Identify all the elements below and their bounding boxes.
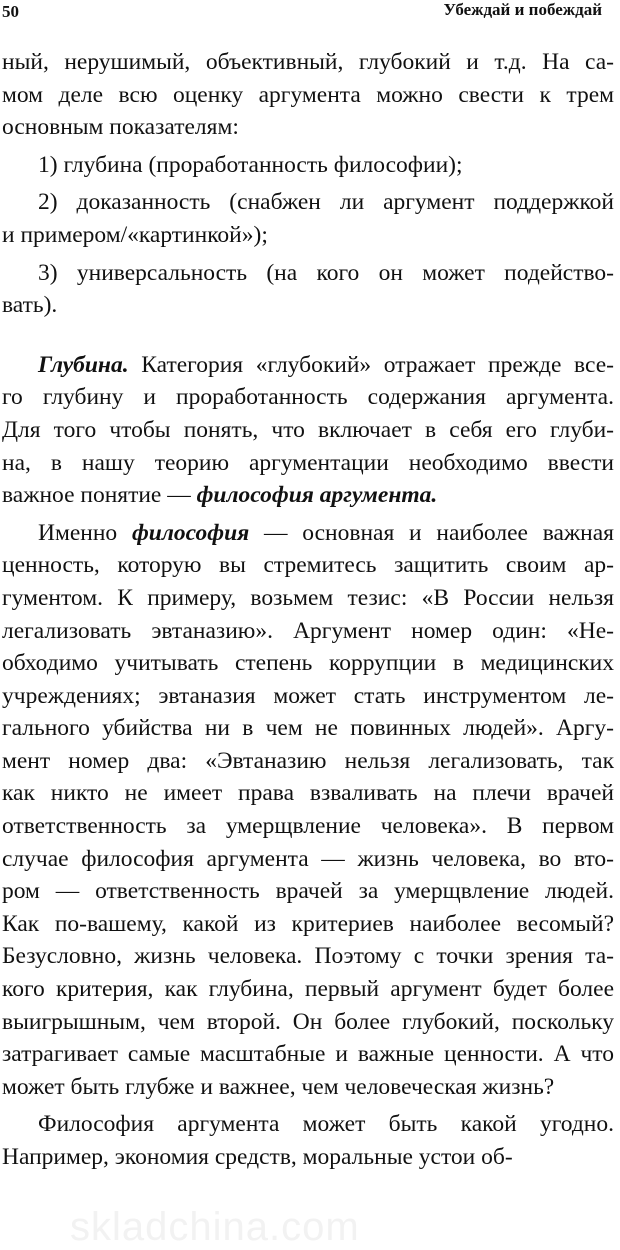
list-item: 3) универсальность (на кого он может подейство- — [38, 259, 614, 286]
page-body — [2, 46, 614, 1174]
text-line: Например, экономия средств, моральные устои об- — [2, 1144, 513, 1170]
text-fragment: важное понятие — — [2, 482, 197, 509]
text-line: гального убийства ни в чем не повинных людей». Аргу- — [2, 715, 614, 742]
list-item: 2) доказанность (снабжен ли аргумент поддержкой — [38, 189, 614, 216]
text-line: учреждениях; эвтаназия может стать инструментом ле- — [2, 682, 614, 709]
text-line — [2, 517, 614, 550]
text-line: Философия аргумента может быть какой угодно. — [38, 1111, 614, 1138]
section-heading: Глубина. — [38, 351, 129, 378]
text-line — [2, 479, 614, 512]
text-line: на, в нашу теорию аргументации необходимо ввести — [2, 449, 614, 476]
text-fragment: Именно — [38, 519, 132, 546]
text-line: Безусловно, жизнь человека. Поэтому с точки зрения та- — [2, 943, 614, 970]
text-line: затрагивает самые масштабные и важные ценности. А что — [2, 1041, 614, 1068]
text-line: мент номер два: «Эвтаназию нельзя легализовать, так — [2, 747, 614, 774]
text-line: ответственность за умерщвление человека». В первом — [2, 813, 614, 840]
list-item: 1) глубина (проработанность философии); — [38, 151, 463, 178]
text-line: го глубину и проработанность содержания аргумента. — [2, 384, 614, 411]
text-line: как никто не имеет права взваливать на плечи врачей — [2, 780, 614, 807]
text-line: гументом. К примеру, возьмем тезис: «В России нельзя — [2, 584, 614, 611]
term-emphasis: философия — [131, 519, 250, 546]
term-emphasis: философия аргумента. — [196, 482, 438, 509]
text-line: мом деле всю оценку аргумента можно свести к трем — [2, 81, 614, 108]
text-line: случае философия аргумента — жизнь человека, во вто- — [2, 845, 614, 872]
text-fragment: — основная и наиболее важная — [249, 519, 614, 546]
running-title: Убеждай и побеждай — [443, 0, 602, 19]
text-line: ный, нерушимый, объективный, глубокий и т.д. На са- — [2, 49, 614, 75]
text-line: может быть глубже и важнее, чем человеческая жизнь? — [2, 1073, 555, 1100]
text-line: ром — ответственность врачей за умерщвление людей. — [2, 878, 614, 905]
text-line: обходимо учитывать степень коррупции в медицинских — [2, 650, 614, 677]
text-line: Для того чтобы понять, что включает в себя его глуби- — [2, 416, 614, 443]
text-line: Как по-вашему, какой из критериев наиболее весомый? — [2, 910, 614, 937]
text-line: ценность, которую вы стремитесь защитить своим ар- — [2, 552, 614, 579]
text-line: легализовать эвтаназию». Аргумент номер один: «Не- — [2, 617, 614, 644]
text-line: выигрышным, чем второй. Он более глубокий, поскольку — [2, 1008, 614, 1035]
watermark: skladchina.com — [70, 1205, 360, 1249]
page-number: 50 — [2, 2, 19, 21]
text-fragment: Категория «глубокий» отражает прежде все- — [128, 351, 614, 378]
text-line: и примером/«картинкой»); — [2, 221, 268, 248]
text-line: кого критерия, как глубина, первый аргумент будет более — [2, 976, 614, 1003]
text-line: вать). — [2, 292, 58, 319]
text-line: основным показателям: — [2, 114, 239, 141]
text-line — [2, 349, 614, 382]
page-header — [0, 0, 620, 30]
